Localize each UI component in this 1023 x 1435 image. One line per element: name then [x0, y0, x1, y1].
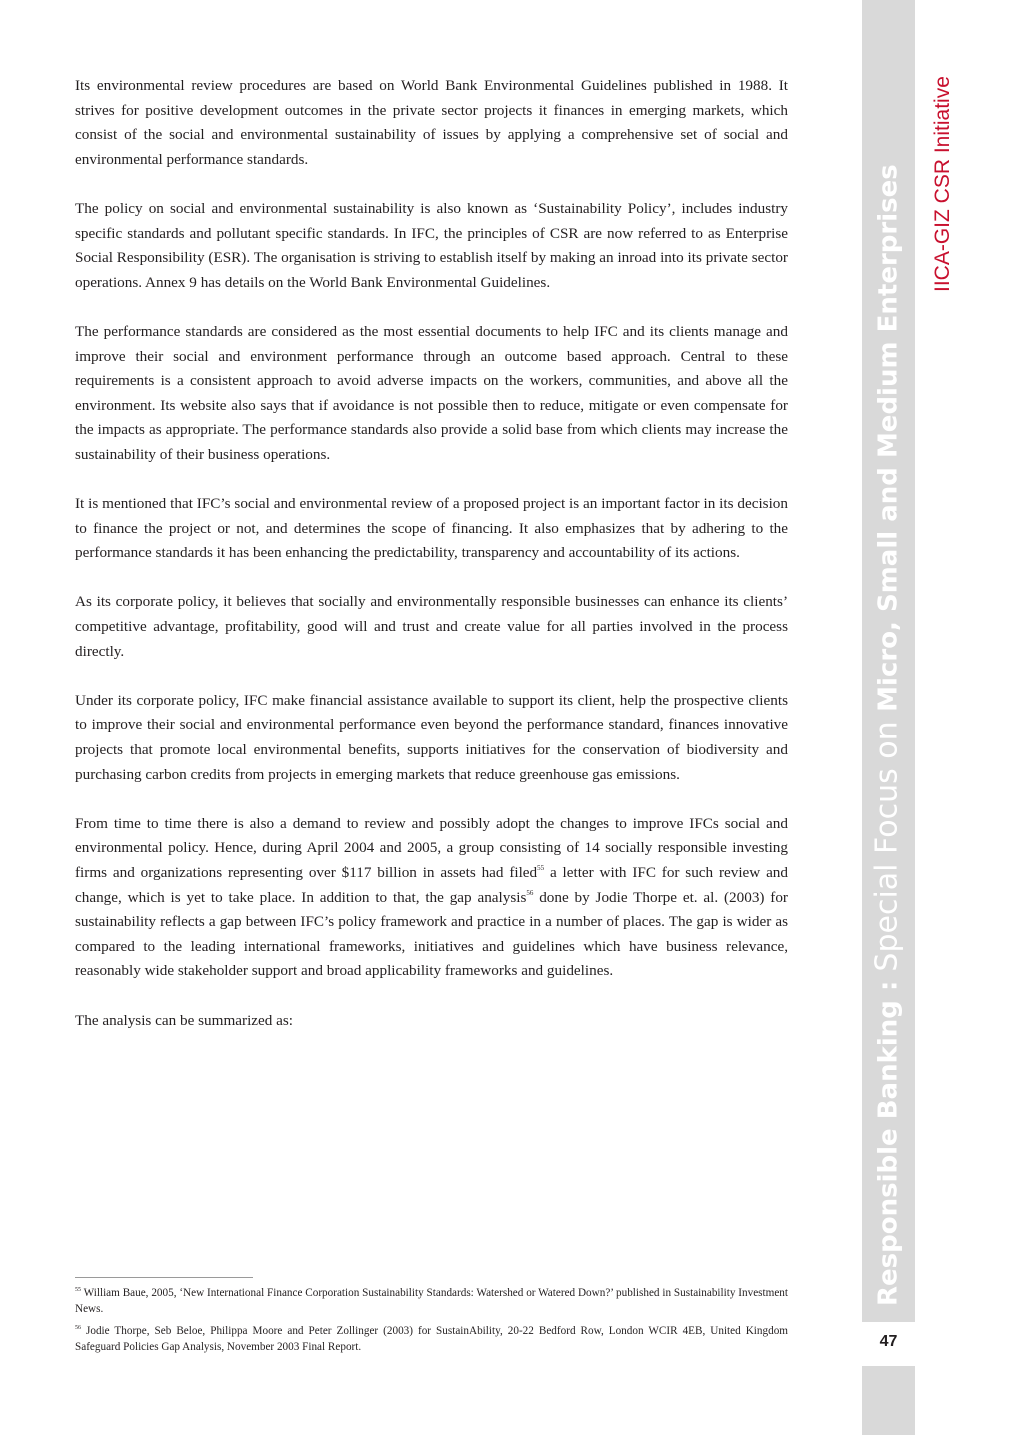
paragraph-1: Its environmental review procedures are based on World Bank Environmental Guidelines published in 1988. It strives for positive development outcomes in the private sector projects it finances in emerging markets, which consist of the social and environmental sustainability of issues by applying a comprehensive set of social and environmental performance standards.	[75, 77, 788, 168]
paragraph-5: As its corporate policy, it believes that socially and environmentally responsible businesses can enhance its clients’ competitive advantage, profitability, good will and trust and create value for all parties involved in the process directly.	[75, 593, 788, 660]
footnote-text: William Baue, 2005, ‘New International Finance Corporation Sustainability Standards: Watershed or Watered Down?’ published in Sustainability Investment News.	[75, 1287, 788, 1315]
paragraph-7-part-1: From time to time there is also a demand to review and possibly adopt the changes to improve IFCs social and environmental policy. Hence, during April 2004 and 2005, a group consisting of 14 socially responsible investing firms and organizations representing over $117 billion in assets had filed	[75, 814, 788, 881]
paragraph-7	[75, 812, 788, 984]
paragraph-4: It is mentioned that IFC’s social and environmental review of a proposed project is an important factor in its decision to finance the project or not, and determines the scope of financing. It also emphasizes that by adhering to the performance standards it has been enhancing the predictability, transparency and accountability of its actions.	[75, 495, 788, 562]
running-subtitle: IICA-GIZ CSR Initiative	[931, 76, 954, 292]
footnote-number: 55	[75, 1287, 81, 1293]
paragraph-6: Under its corporate policy, IFC make financial assistance available to support its client, help the prospective clients to improve their social and environmental performance even beyond the performance standard, finances innovative projects that promote local environmental benefits, supports initiatives for the conservation of biodiversity and purchasing carbon credits from projects in emerging markets that reduce greenhouse gas emissions.	[75, 691, 788, 783]
paragraph-7-part-2: a letter with IFC for such review and change, which is yet to take place. In addition to that, the gap analysis	[75, 864, 788, 906]
paragraph-7-part-3: done by Jodie Thorpe et. al. (2003) for sustainability reflects a gap between IFC’s policy framework and practice in a number of places. The gap is wider as compared to the leading international frameworks, initiatives and guidelines which have business relevance, reasonably wide stakeholder support and broad applicability frameworks and guidelines.	[75, 888, 788, 980]
page-number: 47	[862, 1322, 915, 1366]
running-title-bold-1: Responsible Banking :	[873, 971, 904, 1306]
footnote-55	[75, 1285, 788, 1317]
footnote-divider	[75, 1277, 253, 1278]
running-title-bold-2: Micro, Small and Medium Enterprises	[873, 164, 904, 712]
main-text	[75, 74, 788, 1058]
paragraph-2: The policy on social and environmental sustainability is also known as ‘Sustainability Policy’, includes industry specific standards and pollutant specific standards. In IFC, the principles of CSR are now referred to as Enterprise Social Responsibility (ESR). The organisation is striving to establish itself by making an inroad into its private sector operations. Annex 9 has details on the World Bank Environmental Guidelines.	[75, 199, 788, 291]
footnote-ref-56[interactable]: 56	[526, 888, 534, 897]
summary-line: The analysis can be summarized as:	[75, 1011, 294, 1029]
footnote-56	[75, 1323, 788, 1355]
paragraph-3: The performance standards are considered as the most essential documents to help IFC and its clients manage and improve their social and environment performance through an outcome based approach. Central to these requirements is a consistent approach to avoid adverse impacts on the workers, communities, and above all the environment. Its website also says that if avoidance is not possible then to reduce, mitigate or even compensate for the impacts as appropriate. The performance standards also provide a solid base from which clients may increase the sustainability of their business operations.	[75, 322, 788, 463]
running-title	[868, 164, 909, 1306]
running-title-light: Special Focus on	[869, 711, 905, 972]
footnote-number: 56	[75, 1325, 81, 1331]
footnote-ref-55[interactable]: 55	[537, 864, 545, 872]
footnotes	[75, 1285, 788, 1361]
footnote-text: Jodie Thorpe, Seb Beloe, Philippa Moore and Peter Zollinger (2003) for SustainAbility, 20-22 Bedford Row, London WCIR 4EB, United Kingdom Safeguard Policies Gap Analysis, November 2003 Final Report.	[75, 1325, 788, 1353]
